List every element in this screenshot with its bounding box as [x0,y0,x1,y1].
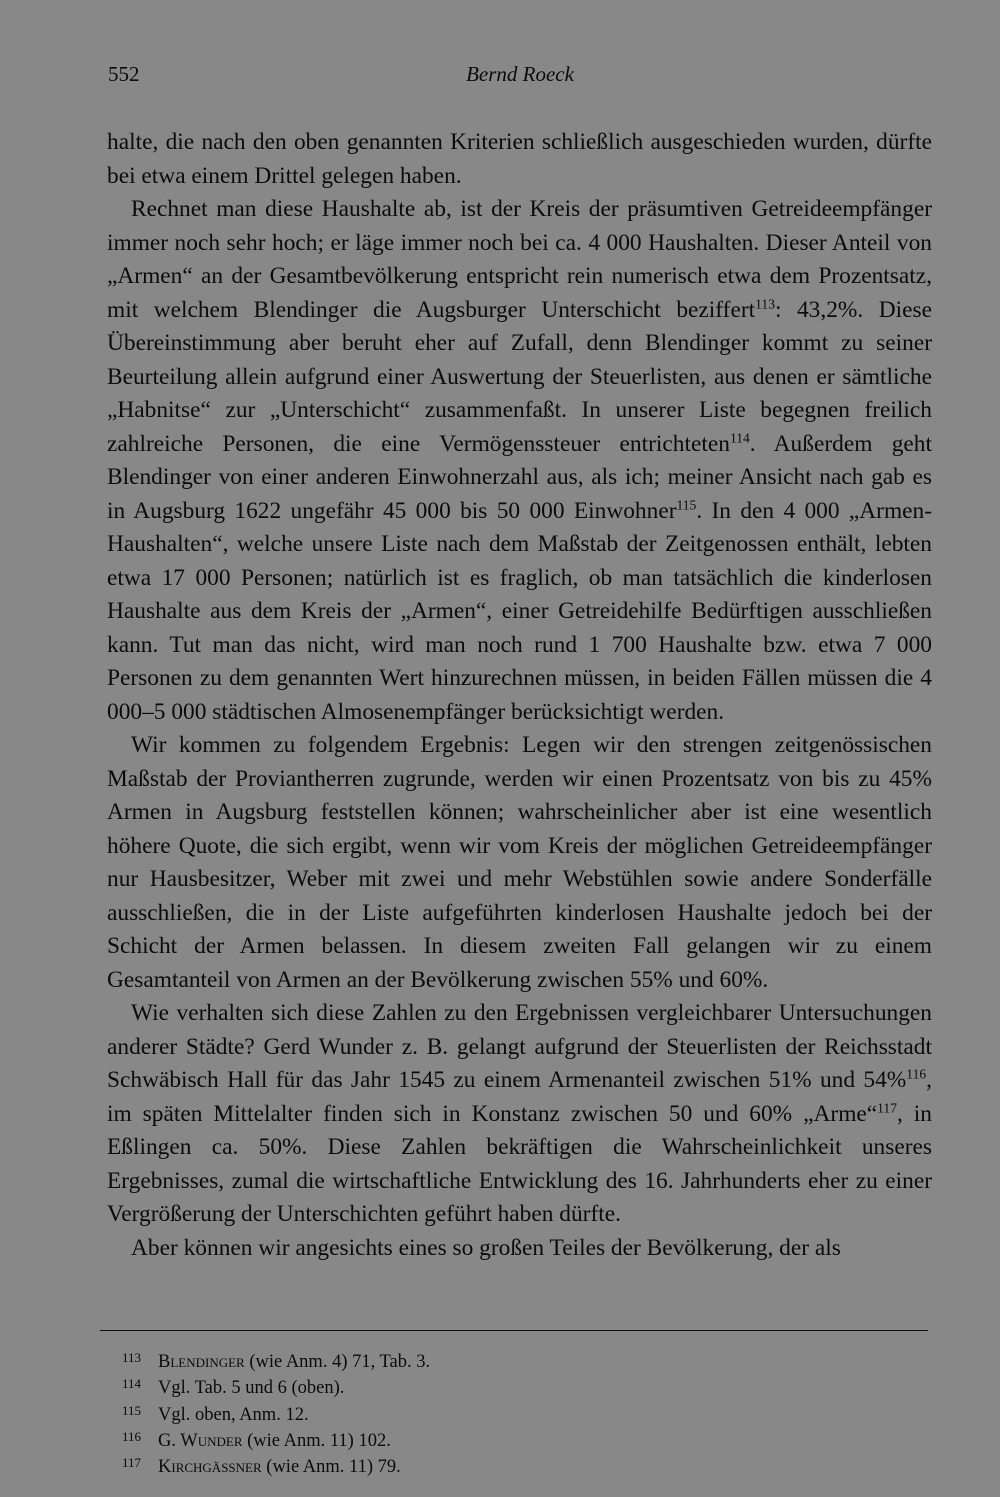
footnote [122,1347,902,1373]
text-segment: Aber können wir angesichts eines so großen Teiles der Bevölkerung, der als [131,1234,841,1261]
footnote-text: (wie Anm. 11) 79. [261,1457,401,1478]
paragraph [107,193,932,729]
footnote-reference: 114 [729,430,750,446]
footnotes [122,1347,902,1478]
footnote-reference: 117 [877,1100,897,1116]
paragraph [107,997,932,1232]
text-segment: : 43,2%. Diese Übereinstimmung aber beruht eher auf Zufall, denn Blendinger kommt zu seiner Beurteilung allein aufgrund einer Auswertung der Steuerlisten, aus denen er sämtliche „Habnitse“ zur „Unterschicht“ zusammenfaßt. In unserer Liste begegnen freilich zahlreiche Personen, die eine Vermögenssteuer entrichteten [107,296,933,457]
footnote [122,1426,902,1452]
text-segment: Wie verhalten sich diese Zahlen zu den Ergebnissen vergleichbarer Untersuchungen anderer Städte? Gerd Wunder z. B. gelangt aufgrund der Steuerlisten der Reichsstadt Schwäbisch Hall für das Jahr 1545 zu einem Armenanteil zwischen 51% und 54% [107,1000,932,1093]
footnote-author: Blendinger [158,1352,245,1372]
footnote-number: 113 [122,1350,142,1365]
footnote-number: 117 [122,1455,142,1471]
footnote-number: 114 [122,1376,142,1392]
text-segment: , in Eßlingen ca. 50%. Diese Zahlen bekräftigen die Wahrscheinlichkeit unseres Ergebnisses, zumal die wirtschaftliche Entwicklung des 16. Jahrhunderts eher zu einer Vergrößerung der Unterschichten geführt haben dürfte. [107,1100,933,1227]
text-segment: halte, die nach den oben genannten Kriterien schließlich ausgeschieden wurden, dürfte bei etwa einem Drittel gelegen haben. [107,129,932,189]
footnote [122,1373,902,1399]
footnote-rule [100,1330,928,1331]
paragraph [107,729,932,997]
paragraph [107,1232,932,1266]
footnote-author: G. Wunder [158,1430,243,1451]
footnote-number: 115 [122,1402,142,1418]
page-header [108,62,932,92]
paragraph [107,126,932,193]
footnote-text: (wie Anm. 4) 71, Tab. 3. [244,1352,431,1372]
footnote-author: Kirchgässner [158,1457,262,1478]
text-segment: , im späten Mittelalter finden sich in Konstanz zwischen 50 und 60% „Arme“ [107,1067,932,1127]
footnote-text: (wie Anm. 11) 102. [242,1430,391,1451]
footnote [122,1452,902,1478]
footnote-reference: 116 [906,1066,927,1082]
footnote-text: Vgl. oben, Anm. 12. [158,1404,309,1425]
footnote-text: Vgl. Tab. 5 und 6 (oben). [158,1378,345,1399]
footnote [122,1400,902,1426]
footnote-reference: 113 [755,296,775,312]
text-segment: . In den 4 000 „Armen-Haushalten“, welche unsere Liste nach dem Maßstab der Zeitgenossen enthält, lebten etwa 17 000 Personen; natürlich ist es fraglich, ob man tatsächlich die kinderlosen Haushalte aus dem Kreis der „Armen“, einer Getreidehilfe Bedürftigen ausschließen kann. Tut man das nicht, wird man noch rund 1 700 Haushalte bzw. etwa 7 000 Personen zu dem genannten Wert hinzurechnen müssen, in beiden Fällen müssen die 4 000–5 000 städtischen Almosenempfänger berücksichtigt werden. [107,497,933,725]
footnote-reference: 115 [676,497,697,513]
footnote-number: 116 [122,1428,142,1444]
text-segment: Wir kommen zu folgendem Ergebnis: Legen wir den strengen zeitgenössischen Maßstab der Proviantherren zugrunde, werden wir einen Prozentsatz von bis zu 45% Armen in Augsburg feststellen können; wahrscheinlicher aber ist eine wesentlich höhere Quote, die sich ergibt, wenn wir vom Kreis der möglichen Getreideempfänger nur Hausbesitzer, Weber mit zwei und mehr Webstühlen sowie andere Sonderfälle ausschließen, die in der Liste aufgeführten kinderlosen Haushalte jedoch bei der Schicht der Armen belassen. In diesem zweiten Fall gelangen wir zu einem Gesamtanteil von Armen an der Bevölkerung zwischen 55% und 60%. [107,732,932,993]
text-segment: . Außerdem geht Blendinger von einer anderen Einwohnerzahl aus, als ich; meiner Ansicht nach gab es in Augsburg 1622 ungefähr 45 000 bis 50 000 Einwohner [107,430,932,524]
running-head: Bernd Roeck [466,62,574,86]
body-text [107,126,932,1265]
text-segment: Rechnet man diese Haushalte ab, ist der Kreis der präsumtiven Getreideempfänger immer noch sehr hoch; er läge immer noch bei ca. 4 000 Haushalten. Dieser Anteil von „Armen“ an der Gesamtbevölkerung entspricht rein numerisch etwa dem Prozentsatz, mit welchem Blendinger die Augsburger Unterschicht beziffert [107,196,932,323]
page-number: 552 [108,62,140,86]
